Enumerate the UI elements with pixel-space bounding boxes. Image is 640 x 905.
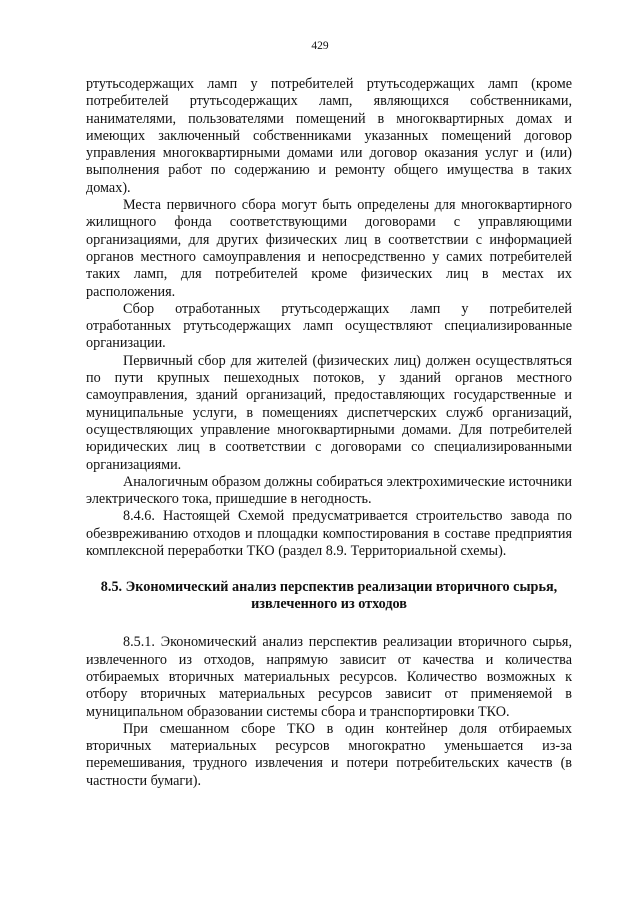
paragraph-collection-places: Места первичного сбора могут быть определены для многоквартирного жилищного фонда соответствующими договорами с управляющими организациями, для других физических лиц в соответствии с информацией органов местного самоуправления и непосредственно у самих потребителей таких ламп, для потребителей кроме физических лиц в местах их расположения. [86, 197, 572, 300]
paragraph-batteries: Аналогичным образом должны собираться электрохимические источники электрического тока, пришедшие в негодность. [86, 473, 572, 508]
paragraph-mixed-collection: При смешанном сборе ТКО в один контейнер доля отбираемых вторичных материальных ресурсов многократно уменьшается из-за перемешивания, трудного извлечения и потери потребительских качеств (в частности бумаги). [86, 720, 572, 789]
section-heading-line-2: извлеченного из отходов [251, 596, 407, 613]
paragraph-primary-collection: Первичный сбор для жителей (физических лиц) должен осуществляться по пути крупных пешеходных потоков, у зданий органов местного самоуправления, зданий организаций, предоставляющих государственные и муниципальные услуги, в помещениях диспетчерских служб организаций, осуществляющих управление многоквартирными домами. Для потребителей юридических лиц в соответствии с договорами со специализированными организациями. [86, 352, 572, 473]
page-number: 429 [311, 40, 329, 52]
paragraph-lamp-collection: Сбор отработанных ртутьсодержащих ламп у потребителей отработанных ртутьсодержащих ламп осуществляют специализированные организации. [86, 300, 572, 352]
paragraph-8-5-1: 8.5.1. Экономический анализ перспектив реализации вторичного сырья, извлеченного из отходов, напрямую зависит от качества и количества отбираемых вторичных материальных ресурсов. Количество возможных к отбору вторичных материальных ресурсов зависит от применяемой в муниципальном образовании системы сбора и транспортировки ТКО. [86, 634, 572, 720]
paragraph-continued: ртутьсодержащих ламп у потребителей ртутьсодержащих ламп (кроме потребителей ртутьсодержащих ламп, являющихся собственниками, нанимателями, пользователями помещений в многоквартирных домах и имеющих заключенный собственниками указанных помещений договор управления многоквартирными домами или договор оказания услуг и (или) выполнения работ по содержанию и ремонту общего имущества в таких домах). [86, 76, 572, 196]
paragraph-8-4-6: 8.4.6. Настоящей Схемой предусматривается строительство завода по обезвреживанию отходов и площадки компостирования в составе предприятия комплексной переработки ТКО (раздел 8.9. Территориальной схемы). [86, 508, 572, 560]
section-heading-line-1: 8.5. Экономический анализ перспектив реализации вторичного сырья, [100, 579, 558, 596]
section-heading-8-5 [86, 579, 572, 613]
document-body [86, 76, 572, 790]
